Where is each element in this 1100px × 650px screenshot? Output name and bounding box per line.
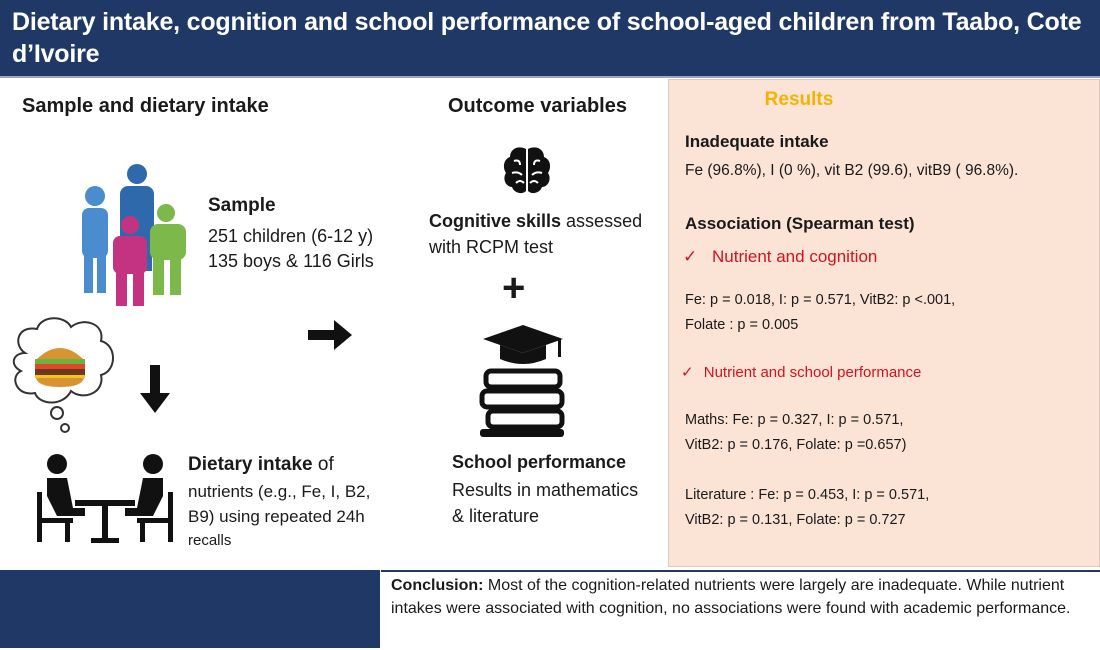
footer-bar [0, 570, 380, 648]
cognitive-bold: Cognitive skills [429, 211, 562, 231]
maths-line-1: Maths: Fe: p = 0.327, I: p = 0.571, [685, 412, 904, 428]
checkmark-icon: ✓ [681, 364, 694, 381]
sample-line-2: 135 boys & 116 Girls [208, 251, 374, 271]
brain-icon [502, 145, 552, 197]
outcome-heading: Outcome variables [448, 95, 627, 117]
intake-line-4: recalls [188, 532, 232, 549]
checkmark-icon: ✓ [683, 247, 698, 266]
sample-line-1: 251 children (6-12 y) [208, 226, 374, 246]
page-title: Dietary intake, cognition and school performance of school-aged children from Taabo, Cote d’Ivoire [12, 8, 1082, 68]
conclusion-body: Most of the cognition-related nutrients were largely are inadequate. While nutrient intakes were associated with cognition, no associations were found with academic performance. [391, 577, 1071, 617]
plus-sign: + [502, 266, 526, 310]
inadequate-title: Inadequate intake [685, 132, 829, 151]
arrow-right-icon [308, 320, 353, 350]
check-school [681, 363, 921, 381]
results-panel [668, 79, 1100, 567]
intake-bold: Dietary intake [188, 454, 313, 475]
literature-line-1: Literature : Fe: p = 0.453, I: p = 0.571, [685, 487, 930, 503]
intake-rest: of [312, 454, 334, 475]
cognitive-rest: assessed [561, 211, 643, 231]
school-perf-title: Nutrient and school performance [703, 364, 922, 381]
books-cap-icon [478, 325, 568, 440]
association-title: Association (Spearman test) [685, 214, 915, 233]
cognition-line-2: Folate : p = 0.005 [685, 317, 799, 333]
people-icon [70, 165, 195, 310]
sample-heading: Sample and dietary intake [22, 95, 269, 117]
burger-thought-icon [5, 315, 120, 445]
cognitive-line-2: with RCPM test [429, 237, 554, 257]
conclusion-label: Conclusion: [391, 577, 484, 594]
arrow-down-icon [140, 365, 170, 415]
intake-line-1 [188, 452, 334, 477]
check-cognition [683, 247, 877, 267]
conclusion-text [391, 574, 1091, 620]
cognition-title: Nutrient and cognition [711, 247, 878, 266]
literature-line-2: VitB2: p = 0.131, Folate: p = 0.727 [685, 512, 906, 528]
inadequate-text: Fe (96.8%), I (0 %), vit B2 (99.6), vitB9 ( 96.8%). [685, 162, 1019, 179]
school-line-1: Results in mathematics [452, 480, 639, 500]
sample-title: Sample [208, 195, 276, 216]
dining-people-icon [35, 452, 175, 547]
results-title: Results [764, 89, 834, 110]
school-line-2: & literature [452, 506, 540, 526]
maths-line-2: VitB2: p = 0.176, Folate: p =0.657) [685, 437, 907, 453]
intake-line-2: nutrients (e.g., Fe, I, B2, [188, 482, 371, 501]
school-title: School performance [452, 452, 627, 472]
cognition-line-1: Fe: p = 0.018, I: p = 0.571, VitB2: p <.001, [685, 292, 956, 308]
intake-line-3: B9) using repeated 24h [188, 507, 365, 526]
cognitive-line-1 [429, 209, 642, 234]
